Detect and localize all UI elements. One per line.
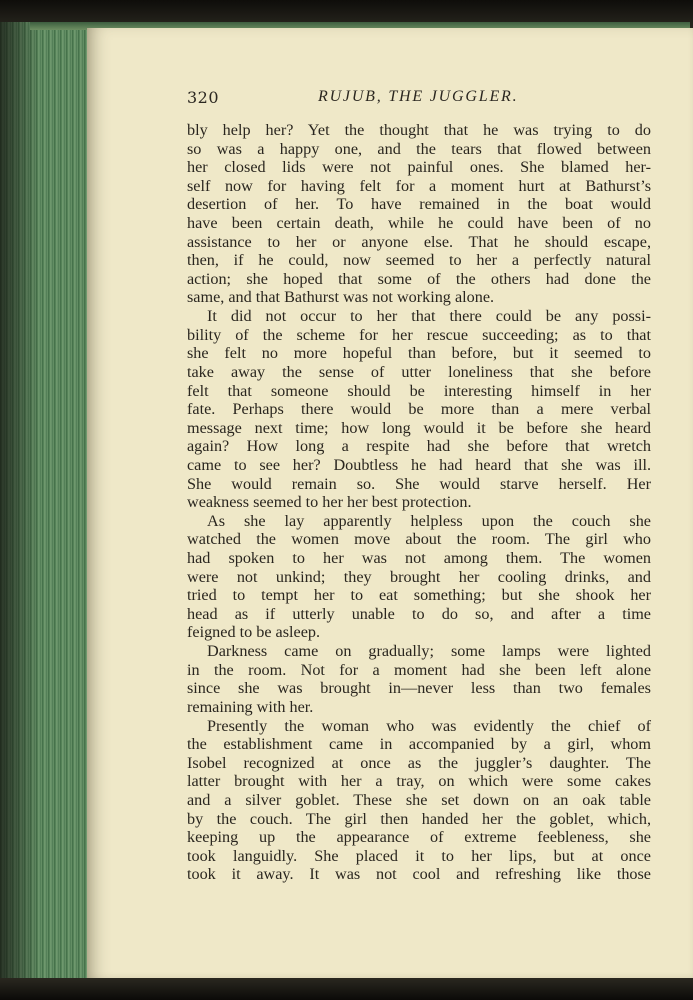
text-line: Presently the woman who was evidently the chief of — [207, 716, 651, 735]
text-line: had spoken to her was not among them. The women — [187, 549, 651, 568]
body-text — [187, 121, 651, 884]
page-number: 320 — [187, 88, 220, 107]
text-line: desertion of her. To have remained in the boat would — [187, 195, 651, 214]
text-line: watched the women move about the room. The girl who — [187, 530, 651, 549]
text-line: her closed lids were not painful ones. She blamed her- — [187, 158, 651, 177]
text-line: tried to tempt her to eat something; but she shook her — [187, 586, 651, 605]
text-line: felt that someone should be interesting himself in her — [187, 381, 651, 400]
text-line: As she lay apparently helpless upon the couch she — [207, 511, 651, 530]
text-line: It did not occur to her that there could be any possi- — [207, 307, 651, 326]
text-line: then, if he could, now seemed to her a perfectly natural — [187, 251, 651, 270]
text-line: Isobel recognized at once as the juggler’s daughter. The — [187, 753, 651, 772]
running-head: RUJUB, THE JUGGLER. — [318, 88, 519, 105]
text-line: She would remain so. She would starve herself. Her — [187, 474, 651, 493]
text-line: action; she hoped that some of the others had done the — [187, 269, 651, 288]
text-line: same, and that Bathurst was not working alone. — [187, 288, 495, 307]
text-line: and a silver goblet. These she set down on an oak table — [187, 790, 651, 809]
text-line: latter brought with her a tray, on which were some cakes — [187, 772, 651, 791]
text-line: in the room. Not for a moment had she been left alone — [187, 660, 651, 679]
text-line: bility of the scheme for her rescue succeeding; as to that — [187, 325, 651, 344]
bottom-shadow — [0, 978, 693, 1000]
text-line: head as if utterly unable to do so, and after a time — [187, 604, 651, 623]
text-line: bly help her? Yet the thought that he was trying to do — [187, 121, 651, 139]
text-line: the establishment came in accompanied by a girl, whom — [187, 735, 651, 754]
text-line: again? How long a respite had she before that wretch — [187, 437, 651, 456]
text-line: since she was brought in—never less than two females — [187, 679, 651, 698]
text-line: take away the sense of utter loneliness that she before — [187, 362, 651, 381]
text-line: remaining with her. — [187, 697, 314, 716]
text-line: so was a happy one, and the tears that flowed between — [187, 139, 651, 158]
text-line: took languidly. She placed it to her lips, but at once — [187, 846, 651, 865]
text-line: fate. Perhaps there would be more than a mere verbal — [187, 400, 651, 419]
text-line: came to see her? Doubtless he had heard that she was ill. — [187, 455, 651, 474]
spine-shadow — [0, 22, 40, 984]
text-line: self now for having felt for a moment hurt at Bathurst’s — [187, 176, 651, 195]
text-line: by the couch. The girl then handed her the goblet, which, — [187, 809, 651, 828]
text-line: feigned to be asleep. — [187, 623, 321, 642]
text-line: she felt no more hopeful than before, but it seemed to — [187, 344, 651, 363]
text-line: have been certain death, while he could have been of no — [187, 214, 651, 233]
text-line: took it away. It was not cool and refreshing like those — [187, 865, 651, 884]
text-line: assistance to her or anyone else. That he should escape, — [187, 232, 651, 251]
text-line: Darkness came on gradually; some lamps were lighted — [207, 642, 651, 661]
text-line: were not unkind; they brought her cooling drinks, and — [187, 567, 651, 586]
text-line: message next time; how long would it be before she heard — [187, 418, 651, 437]
text-line: weakness seemed to her her best protection. — [187, 493, 472, 512]
text-line: keeping up the appearance of extreme feebleness, she — [187, 828, 651, 847]
